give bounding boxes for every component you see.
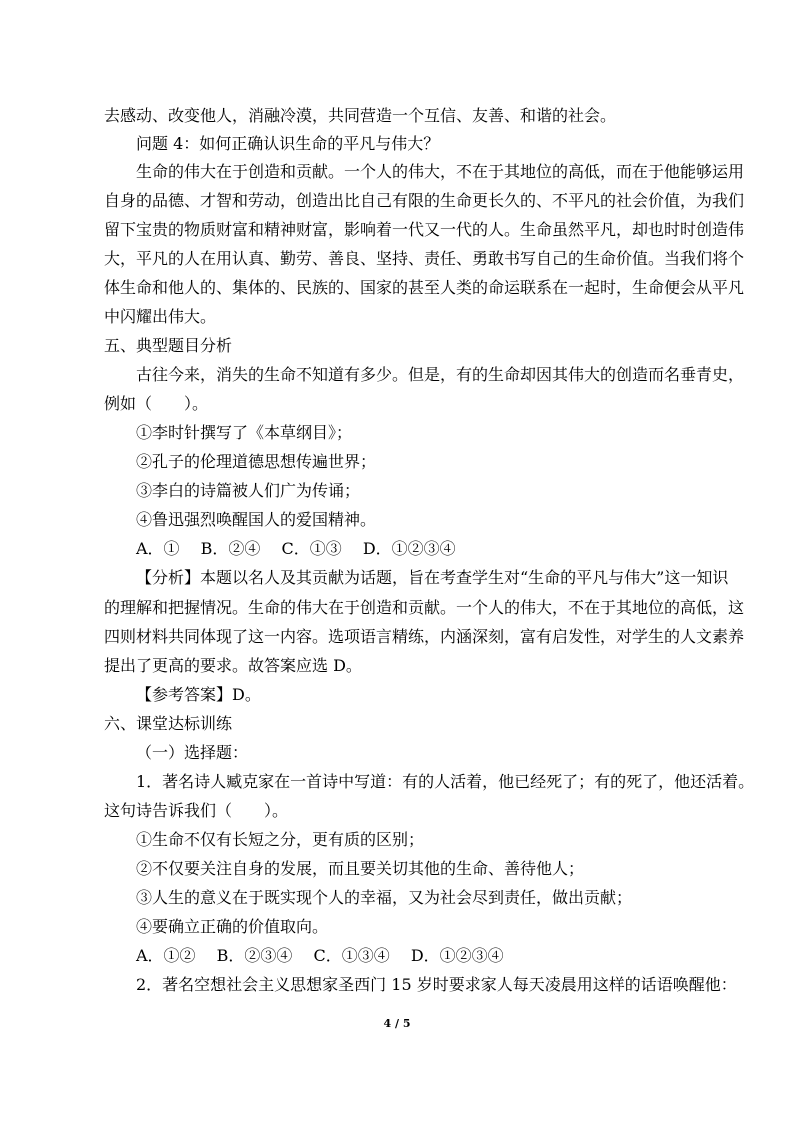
analysis-text: 【分析】本题以名人及其贡献为话题，旨在考查学生对“生命的平凡与伟大”这一知识	[136, 568, 729, 587]
answer-choices: A．① B．②④ C．①③ D．①②③④	[136, 539, 456, 558]
text-line: 古往今来，消失的生命不知道有多少。但是，有的生命却因其伟大的创造而名垂青史，	[136, 365, 745, 384]
option-item: ③李白的诗篇被人们广为传诵；	[136, 481, 361, 500]
reference-answer: 【参考答案】D。	[136, 685, 261, 704]
option-item: ②孔子的伦理道德思想传遍世界；	[136, 452, 377, 471]
analysis-text: 四则材料共同体现了这一内容。选项语言精练，内涵深刻，富有启发性，对学生的人文素养	[104, 627, 745, 646]
text-line: 大，平凡的人在用认真、勤劳、善良、坚持、责任、勇敢书写自己的生命价值。当我们将个	[104, 249, 745, 268]
question-text: 1．著名诗人臧克家在一首诗中写道：有的人活着，他已经死了；有的死了，他还活着。	[136, 772, 755, 791]
question-text: 这句诗告诉我们（ ）。	[104, 801, 289, 820]
option-item: ④要确立正确的价值取向。	[136, 917, 329, 936]
question-text: 2．著名空想社会主义思想家圣西门 15 岁时要求家人每天凌晨用这样的话语唤醒他：	[136, 975, 737, 994]
option-item: ①生命不仅有长短之分，更有质的区别；	[136, 830, 425, 849]
text-line: 留下宝贵的物质财富和精神财富，影响着一代又一代的人。生命虽然平凡，却也时时创造伟	[104, 220, 745, 239]
text-line: 例如（ ）。	[104, 394, 209, 413]
text-line: 自身的品德、才智和劳动，创造出比自己有限的生命更长久的、不平凡的社会价值，为我们	[104, 191, 745, 210]
answer-choices: A．①② B．②③④ C．①③④ D．①②③④	[136, 946, 504, 965]
subsection-heading: （一）选择题：	[136, 743, 249, 762]
option-item: ②不仅要关注自身的发展，而且要关切其他的生命、善待他人；	[136, 859, 585, 878]
analysis-text: 的理解和把握情况。生命的伟大在于创造和贡献。一个人的伟大，不在于其地位的高低，这	[104, 598, 745, 617]
text-line: 生命的伟大在于创造和贡献。一个人的伟大，不在于其地位的高低，而在于他能够运用	[136, 162, 745, 181]
section-heading: 五、典型题目分析	[104, 336, 233, 355]
text-line: 去感动、改变他人，消融冷漠，共同营造一个互信、友善、和谐的社会。	[104, 106, 617, 125]
question-heading: 问题 4：如何正确认识生命的平凡与伟大？	[136, 134, 440, 153]
section-heading: 六、课堂达标训练	[104, 714, 233, 733]
option-item: ③人生的意义在于既实现个人的幸福，又为社会尽到责任，做出贡献；	[136, 888, 633, 907]
option-item: ④鲁迅强烈唤醒国人的爱国精神。	[136, 510, 377, 529]
page-number: 4 / 5	[383, 1017, 411, 1030]
text-line: 体生命和他人的、集体的、民族的、国家的甚至人类的命运联系在一起时，生命便会从平凡	[104, 278, 745, 297]
option-item: ①李时针撰写了《本草纲目》；	[136, 423, 353, 442]
text-line: 中闪耀出伟大。	[104, 307, 217, 326]
analysis-text: 提出了更高的要求。故答案应选 D。	[104, 656, 362, 675]
